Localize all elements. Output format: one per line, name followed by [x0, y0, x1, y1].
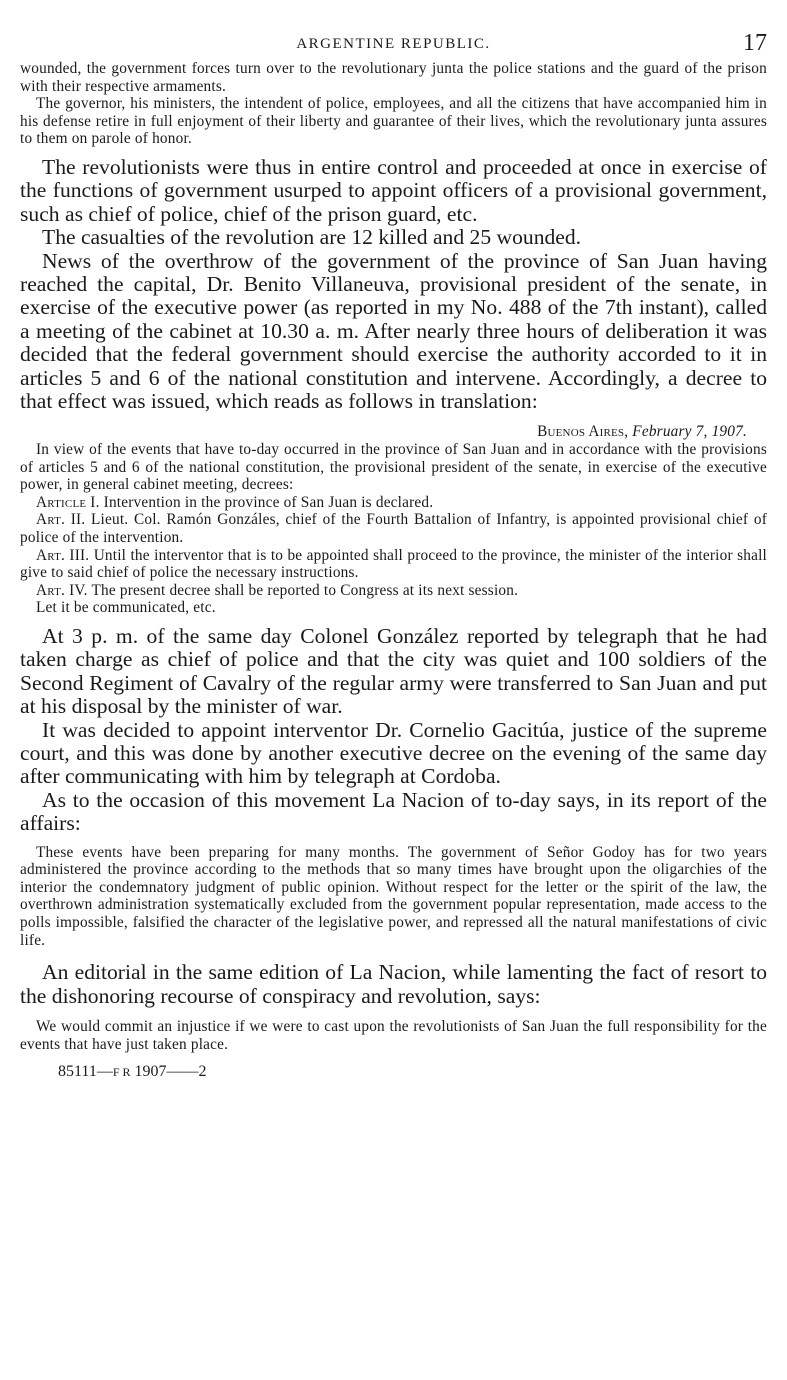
- footer-year: 1907——2: [134, 1063, 207, 1081]
- decree-article: [20, 582, 767, 600]
- paragraph: The casualties of the revolution are 12 killed and 25 wounded.: [42, 225, 582, 250]
- quoted-junta-terms: [20, 60, 767, 148]
- article-text: The present decree shall be reported to Congress at its next session.: [91, 581, 519, 599]
- footer-code: 85111—: [58, 1063, 113, 1081]
- article-text: Intervention in the province of San Juan is declared.: [103, 493, 434, 511]
- signature-mark: [58, 1063, 767, 1081]
- decree-article: [20, 494, 767, 512]
- paragraph: We would commit an injustice if we were to cast upon the revolutionists of San Juan the full responsibility for the events that have just taken place.: [20, 1018, 767, 1053]
- paragraph: As to the occasion of this movement La Nacion of to-day says, in its report of the affairs:: [20, 787, 767, 836]
- decree-closing: Let it be communicated, etc.: [36, 599, 216, 617]
- decree-dateline: [20, 423, 747, 441]
- decree-preamble: In view of the events that have to-day occurred in the province of San Juan and in accordance with the provisions of articles 5 and 6 of the national constitution, the provisional president of the senate, in exercise of the executive power, in general cabinet meeting, decrees:: [20, 441, 767, 494]
- paragraph: News of the overthrow of the government of the province of San Juan having reached the capital, Dr. Benito Villaneuva, provisional president of the senate, in exercise of the executive power (as reported in my No. 488 of the 7th instant), called a meeting of the cabinet at 10.30 a. m. After nearly three hours of deliberation it was decided that the federal government should exercise the authority accorded to it in articles 5 and 6 of the national constitution and intervene. Accordingly, a decree to that effect was issued, which reads as follows in translation:: [20, 248, 767, 414]
- decree-place: Buenos Aires,: [537, 423, 629, 441]
- paragraph: The governor, his ministers, the intendent of police, employees, and all the citizens that have accompanied him in his defense retire in full enjoyment of their liberty and guarantee of their lives, which the revolutionary junta assures to them on parole of honor.: [20, 95, 767, 148]
- running-header: [20, 30, 767, 60]
- paragraph: An editorial in the same edition of La Nacion, while lamenting the fact of resort to the dishonoring recourse of conspiracy and revolution, says:: [20, 960, 767, 1008]
- page-number: 17: [743, 30, 767, 56]
- narrative-section-2: [20, 625, 767, 836]
- decree-article: [20, 511, 767, 546]
- narrative-section-1: [20, 156, 767, 413]
- paragraph: At 3 p. m. of the same day Colonel González reported by telegraph that he had taken charge as chief of police and that the city was quiet and 100 soldiers of the Second Regiment of Cavalry of the regular army were transferred to San Juan and put at his disposal by the minister of war.: [20, 623, 767, 719]
- article-label: Article I.: [36, 493, 100, 511]
- la-nacion-editorial-quote: [20, 1018, 767, 1053]
- paragraph: The revolutionists were thus in entire control and proceeded at once in exercise of the functions of government usurped to appoint officers of a provisional government, such as chief of police, chief of the prison guard, etc.: [20, 154, 767, 226]
- la-nacion-report-quote: [20, 844, 767, 950]
- article-label: Art. IV.: [36, 581, 88, 599]
- decree-article: [20, 547, 767, 582]
- paragraph: It was decided to appoint interventor Dr. Cornelio Gacitúa, justice of the supreme court, and this was done by another executive decree on the evening of the same day after communicating with him by telegraph at Cordoba.: [20, 717, 767, 789]
- article-label: Art. III.: [36, 546, 90, 564]
- narrative-section-3: [20, 961, 767, 1008]
- article-text: Until the interventor that is to be appointed shall proceed to the province, the minister of the interior shall give to said chief of police the necessary instructions.: [20, 546, 767, 582]
- decree-text: [20, 423, 767, 617]
- article-text: Lieut. Col. Ramón Gonzáles, chief of the Fourth Battalion of Infantry, is appointed provisional chief of police of the intervention.: [20, 511, 768, 546]
- footer-sig: F R: [112, 1065, 131, 1080]
- decree-date: February 7, 1907.: [632, 423, 747, 441]
- running-title: ARGENTINE REPUBLIC.: [296, 36, 491, 52]
- article-label: Art. II.: [36, 511, 86, 529]
- document-page: [20, 30, 767, 1081]
- paragraph: These events have been preparing for many months. The government of Señor Godoy has for two years administered the province according to the methods that so many times have brought upon the oligarchies of the interior the condemnatory judgment of public opinion. Without respect for the letter or the spirit of the law, the overthrown administration systematically excluded from the government popular representation, made access to the polls impossible, falsified the character of the legislative power, and repressed all the natural manifestations of civic life.: [20, 843, 767, 949]
- paragraph: wounded, the government forces turn over to the revolutionary junta the police stations and the guard of the prison with their respective armaments.: [20, 60, 767, 95]
